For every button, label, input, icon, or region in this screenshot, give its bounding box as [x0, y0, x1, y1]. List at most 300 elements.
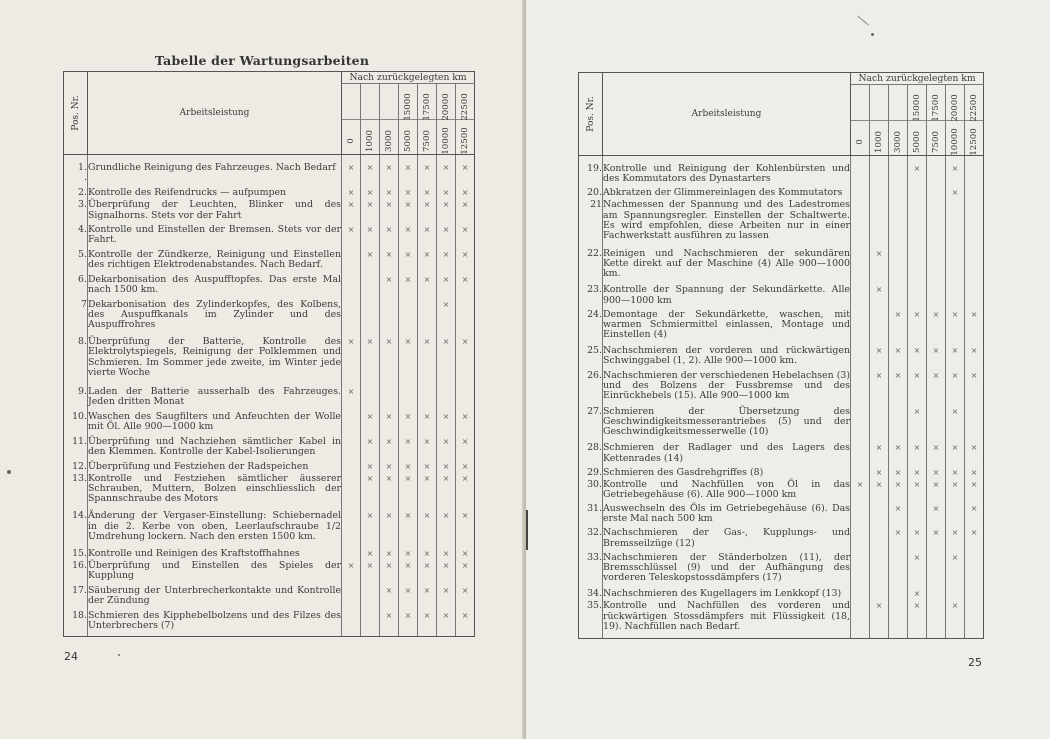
interval-mark: × [946, 188, 965, 200]
interval-mark: × [418, 412, 437, 437]
pos-number: 8. [64, 337, 88, 387]
interval-mark [946, 200, 965, 249]
pos-number: 21 [579, 200, 603, 249]
interval-mark [965, 589, 984, 601]
interval-mark [889, 249, 908, 285]
interval-mark: × [380, 611, 399, 636]
interval-mark: × [908, 164, 927, 188]
interval-mark [870, 504, 889, 528]
pos-number: 34. [579, 589, 603, 601]
interval-mark: × [927, 346, 946, 370]
interval-mark: × [870, 285, 889, 309]
interval-mark [965, 285, 984, 309]
table-row [579, 249, 984, 285]
interval-mark: × [908, 601, 927, 637]
interval-mark [946, 285, 965, 309]
interval-mark: × [889, 480, 908, 504]
interval-mark: × [380, 561, 399, 586]
interval-mark [927, 249, 946, 285]
interval-mark: × [418, 200, 437, 225]
pos-number: 13. [64, 474, 88, 511]
interval-mark: × [456, 462, 475, 474]
interval-mark: × [399, 474, 418, 511]
interval-mark: × [361, 225, 380, 250]
table-row [64, 561, 475, 586]
interval-mark [361, 586, 380, 611]
work-description: Nachschmieren der verschiedenen Hebelachsen (3) und des Bolzens der Fussbremse und des Einrückhebels (15). Alle 900—1000 km [603, 371, 851, 407]
interval-mark: × [456, 337, 475, 387]
work-description: Grundliche Reinigung des Fahrzeuges. Nach Bedarf [88, 163, 342, 188]
interval-mark: × [380, 188, 399, 200]
km-value-lower: 3000 [384, 130, 394, 152]
interval-mark: × [437, 586, 456, 611]
interval-mark: × [437, 412, 456, 437]
interval-mark: × [399, 511, 418, 548]
interval-mark: × [380, 511, 399, 548]
table-body [579, 156, 984, 639]
work-description: Kontrolle und Festziehen sämtlicher äusserer Schrauben, Muttern, Bolzen einschliesslich der Spannschraube des Motors [88, 474, 342, 511]
interval-mark: × [870, 468, 889, 480]
interval-mark: × [437, 163, 456, 188]
interval-mark: × [361, 437, 380, 462]
interval-mark: × [889, 468, 908, 480]
interval-mark [851, 346, 870, 370]
interval-mark: × [965, 371, 984, 407]
pos-number: 23. [579, 285, 603, 309]
interval-mark: × [361, 200, 380, 225]
interval-mark: × [456, 611, 475, 636]
table-title: Tabelle der Wartungsarbeiten [154, 53, 370, 68]
interval-mark [342, 511, 361, 548]
pos-number: 33. [579, 553, 603, 589]
km-value-upper: 22500 [460, 93, 471, 121]
interval-mark: × [418, 474, 437, 511]
interval-mark [946, 589, 965, 601]
interval-mark: × [456, 200, 475, 225]
interval-mark [851, 443, 870, 467]
work-header: Arbeitsleistung [603, 73, 851, 156]
interval-mark [870, 164, 889, 188]
table-row [64, 275, 475, 300]
km-value-lower: 7500 [931, 131, 941, 153]
interval-mark: × [437, 337, 456, 387]
work-description: Kontrolle der Spannung der Sekundärkette. Alle 900—1000 km [603, 285, 851, 309]
interval-mark: × [437, 275, 456, 300]
interval-mark: × [380, 437, 399, 462]
work-description: Überprüfung der Leuchten, Blinker und des Signalhorns. Stets vor der Fahrt [88, 200, 342, 225]
interval-mark [380, 387, 399, 412]
interval-mark [889, 200, 908, 249]
interval-mark: × [380, 275, 399, 300]
interval-mark: × [870, 346, 889, 370]
interval-mark [851, 601, 870, 637]
interval-mark: × [456, 437, 475, 462]
interval-mark: × [380, 250, 399, 275]
km-value-lower: 1000 [874, 131, 884, 153]
interval-mark: × [908, 589, 927, 601]
pen-mark [857, 16, 868, 26]
interval-mark [399, 300, 418, 337]
interval-mark: × [437, 437, 456, 462]
km-value-lower: 0 [855, 139, 865, 145]
interval-mark: × [456, 275, 475, 300]
interval-mark [851, 504, 870, 528]
interval-mark [927, 589, 946, 601]
interval-mark [851, 371, 870, 407]
interval-mark [851, 553, 870, 589]
pos-number: 1. . [64, 163, 88, 188]
interval-mark [418, 300, 437, 337]
km-column-header [946, 85, 965, 156]
interval-mark [889, 589, 908, 601]
interval-mark [870, 200, 889, 249]
work-description: Kontrolle der Zündkerze, Reinigung und Einstellen des richtigen Elektrodenabstandes. Nach Bedarf. [88, 250, 342, 275]
interval-mark [965, 200, 984, 249]
interval-mark: × [946, 553, 965, 589]
km-value-upper: 15000 [912, 94, 922, 122]
km-column-header [437, 84, 456, 155]
interval-mark: × [908, 346, 927, 370]
interval-mark: × [399, 200, 418, 225]
interval-mark [927, 188, 946, 200]
table-row [64, 300, 475, 337]
interval-mark: × [908, 528, 927, 552]
interval-mark: × [456, 549, 475, 561]
interval-mark [889, 285, 908, 309]
interval-mark: × [399, 586, 418, 611]
interval-mark: × [437, 188, 456, 200]
interval-mark: × [418, 163, 437, 188]
interval-mark [965, 188, 984, 200]
interval-mark [361, 387, 380, 412]
interval-mark: × [965, 468, 984, 480]
interval-mark: × [889, 346, 908, 370]
interval-mark: × [889, 504, 908, 528]
interval-mark: × [927, 528, 946, 552]
km-value-lower: 1000 [365, 130, 375, 152]
interval-mark: × [399, 437, 418, 462]
interval-mark: × [927, 480, 946, 504]
work-description: Kontrolle und Reinigen des Kraftstoffhahnes [88, 549, 342, 561]
speck [7, 470, 11, 474]
interval-mark: × [361, 474, 380, 511]
interval-mark [361, 611, 380, 636]
pos-number: 27. [579, 407, 603, 443]
km-value-lower: 7500 [422, 130, 432, 152]
interval-mark [851, 249, 870, 285]
work-description: Kontrolle und Reinigung der Kohlenbürsten und des Kommutators des Dynastarters [603, 164, 851, 188]
interval-mark: × [361, 337, 380, 387]
interval-mark: × [946, 371, 965, 407]
interval-mark [927, 164, 946, 188]
pos-nr-header: Pos. Nr. [579, 73, 603, 156]
interval-mark: × [380, 462, 399, 474]
interval-mark: × [361, 462, 380, 474]
interval-mark [342, 586, 361, 611]
work-description: Überprüfung und Festziehen der Radspeichen [88, 462, 342, 474]
pos-number: 19. [579, 164, 603, 188]
work-description: Kontrolle und Einstellen der Bremsen. Stets vor der Fahrt. [88, 225, 342, 250]
interval-mark: × [946, 164, 965, 188]
table-row [579, 480, 984, 504]
interval-mark: × [437, 462, 456, 474]
interval-mark [851, 164, 870, 188]
page-number: 25 [968, 656, 982, 669]
work-description: Säuberung der Unterbrecherkontakte und Kontrolle der Zündung [88, 586, 342, 611]
interval-mark: × [965, 480, 984, 504]
interval-mark [908, 200, 927, 249]
km-column-header [456, 84, 475, 155]
pos-number: 24. [579, 310, 603, 346]
interval-mark [965, 553, 984, 589]
interval-mark: × [418, 511, 437, 548]
interval-mark: × [946, 480, 965, 504]
pos-number: 4. [64, 225, 88, 250]
work-description: Schmieren des Gasdrehgriffes (8) [603, 468, 851, 480]
km-column-header [361, 84, 380, 155]
work-description: Änderung der Vergaser-Einstellung: Schiebernadel in die 2. Kerbe von oben, Leerlaufschraube 1/2 Umdrehung lockern. Nach den ersten 1500 km. [88, 511, 342, 548]
interval-mark: × [399, 561, 418, 586]
table-row [64, 387, 475, 412]
interval-mark: × [456, 586, 475, 611]
work-description: Nachschmieren des Kugellagers im Lenkkopf (13) [603, 589, 851, 601]
interval-mark: × [342, 225, 361, 250]
pos-number: 11. [64, 437, 88, 462]
interval-mark [889, 601, 908, 637]
interval-mark [889, 188, 908, 200]
work-description: Überprüfung und Nachziehen sämtlicher Kabel in den Klemmen. Kontrolle der Kabel-Isolierungen [88, 437, 342, 462]
interval-mark: × [456, 474, 475, 511]
interval-mark [361, 300, 380, 337]
interval-mark: × [889, 310, 908, 346]
km-value-upper: 15000 [403, 93, 413, 121]
interval-mark: × [380, 474, 399, 511]
interval-mark: × [418, 275, 437, 300]
interval-mark: × [399, 163, 418, 188]
interval-mark [418, 387, 437, 412]
left-page [0, 0, 524, 739]
interval-mark: × [946, 468, 965, 480]
km-column-header [342, 84, 361, 155]
interval-mark: × [870, 249, 889, 285]
pos-number: 15. [64, 549, 88, 561]
work-description: Nachschmieren der vorderen und rückwärtigen Schwinggabel (1, 2). Alle 900—1000 km. [603, 346, 851, 370]
interval-mark: × [946, 310, 965, 346]
interval-mark: × [908, 480, 927, 504]
interval-mark: × [456, 225, 475, 250]
pos-number: 17. [64, 586, 88, 611]
work-description: Schmieren der Radlager und des Lagers des Kettenrades (14) [603, 443, 851, 467]
table-row [579, 504, 984, 528]
interval-mark: × [908, 468, 927, 480]
interval-mark [342, 437, 361, 462]
work-description: Kontrolle des Reifendrucks — aufpumpen [88, 188, 342, 200]
interval-mark [851, 468, 870, 480]
interval-mark [342, 462, 361, 474]
interval-mark [870, 589, 889, 601]
interval-mark [851, 200, 870, 249]
table-row [579, 407, 984, 443]
km-value-upper: 20000 [950, 94, 960, 122]
km-value-lower: 0 [346, 138, 356, 144]
interval-mark [927, 553, 946, 589]
pos-number: 9. [64, 387, 88, 412]
interval-mark [908, 285, 927, 309]
table-row [579, 601, 984, 637]
interval-mark [946, 249, 965, 285]
interval-mark: × [889, 371, 908, 407]
pos-number: 20. [579, 188, 603, 200]
interval-mark [342, 300, 361, 337]
km-value-lower: 10000 [950, 128, 960, 156]
table-row [64, 611, 475, 636]
interval-mark [851, 589, 870, 601]
km-column-header [851, 85, 870, 156]
interval-mark: × [361, 163, 380, 188]
interval-mark: × [456, 511, 475, 548]
km-value-upper: 22500 [969, 94, 980, 122]
interval-mark: × [456, 188, 475, 200]
pos-number: 3. [64, 200, 88, 225]
pos-number: 29. [579, 468, 603, 480]
pos-nr-header: Pos. Nr. [64, 72, 88, 155]
interval-mark [342, 474, 361, 511]
pos-number: 5. [64, 250, 88, 275]
interval-mark: × [380, 225, 399, 250]
interval-mark: × [456, 250, 475, 275]
work-description: Reinigen und Nachschmieren der sekundären Kette direkt auf der Maschine (4) Alle 900—1000 km. [603, 249, 851, 285]
interval-mark: × [380, 337, 399, 387]
interval-mark [456, 300, 475, 337]
table-row [64, 474, 475, 511]
distance-header: Nach zurückgelegten km [851, 73, 984, 85]
interval-mark: × [965, 528, 984, 552]
interval-mark: × [965, 310, 984, 346]
table-row [579, 310, 984, 346]
pos-number: 6. [64, 275, 88, 300]
work-description: Kontrolle und Nachfüllen von Öl in das Getriebegehäuse (6). Alle 900—1000 km [603, 480, 851, 504]
km-value-lower: 10000 [441, 127, 451, 155]
pos-number: 35. [579, 601, 603, 637]
interval-mark [889, 553, 908, 589]
interval-mark [342, 275, 361, 300]
interval-mark: × [418, 188, 437, 200]
interval-mark [380, 300, 399, 337]
table-row [64, 437, 475, 462]
interval-mark [965, 164, 984, 188]
interval-mark: × [418, 561, 437, 586]
interval-mark: × [342, 337, 361, 387]
interval-mark: × [399, 225, 418, 250]
km-value-lower: 12500 [969, 128, 980, 156]
interval-mark: × [437, 611, 456, 636]
pos-number: 10. [64, 412, 88, 437]
interval-mark: × [889, 443, 908, 467]
interval-mark [870, 188, 889, 200]
interval-mark: × [946, 407, 965, 443]
km-value-lower: 3000 [893, 131, 903, 153]
table-row [579, 200, 984, 249]
interval-mark [361, 275, 380, 300]
interval-mark: × [437, 549, 456, 561]
work-description: Nachschmieren der Gas-, Kupplungs- und Bremsseilzüge (12) [603, 528, 851, 552]
pos-number: 12. [64, 462, 88, 474]
km-column-header [908, 85, 927, 156]
interval-mark: × [437, 474, 456, 511]
km-value-upper: 20000 [441, 93, 451, 121]
maintenance-table-right [578, 72, 984, 639]
interval-mark: × [927, 371, 946, 407]
table-row [64, 412, 475, 437]
interval-mark: × [908, 443, 927, 467]
table-row [579, 371, 984, 407]
interval-mark [342, 611, 361, 636]
interval-mark [889, 407, 908, 443]
km-column-header [965, 85, 984, 156]
interval-mark: × [399, 337, 418, 387]
pos-number: 32. [579, 528, 603, 552]
interval-mark [927, 285, 946, 309]
km-value-lower: 5000 [403, 130, 413, 152]
interval-mark: × [361, 549, 380, 561]
distance-header: Nach zurückgelegten km [342, 72, 475, 84]
interval-mark: × [437, 511, 456, 548]
interval-mark: × [965, 504, 984, 528]
interval-mark [437, 387, 456, 412]
work-description: Dekarbonisation des Zylinderkopfes, des Kolbens, des Auspuffkanals im Zylinder und des Auspuffrohres [88, 300, 342, 337]
interval-mark: × [908, 553, 927, 589]
interval-mark [965, 407, 984, 443]
interval-mark: × [399, 412, 418, 437]
work-description: Waschen des Saugfilters und Anfeuchten der Wolle mit Öl. Alle 900—1000 km [88, 412, 342, 437]
interval-mark [927, 200, 946, 249]
interval-mark [399, 387, 418, 412]
interval-mark: × [851, 480, 870, 504]
interval-mark [851, 188, 870, 200]
interval-mark: × [437, 250, 456, 275]
interval-mark: × [927, 504, 946, 528]
work-description: Schmieren des Kipphebelbolzens und des Filzes des Unterbrechers (7) [88, 611, 342, 636]
interval-mark: × [342, 163, 361, 188]
interval-mark: × [946, 346, 965, 370]
table-body [64, 155, 475, 637]
interval-mark: × [361, 511, 380, 548]
km-column-header [399, 84, 418, 155]
interval-mark: × [418, 462, 437, 474]
interval-mark: × [361, 561, 380, 586]
interval-mark: × [946, 528, 965, 552]
pos-number: 30. [579, 480, 603, 504]
interval-mark: × [870, 480, 889, 504]
work-description: Schmieren der Übersetzung des Geschwindigkeitsmesserantriebes (5) und der Geschwindigkeitsmesserwelle (10) [603, 407, 851, 443]
interval-mark: × [908, 310, 927, 346]
interval-mark: × [380, 412, 399, 437]
interval-mark: × [380, 586, 399, 611]
pos-number: 18. [64, 611, 88, 636]
interval-mark: × [380, 163, 399, 188]
interval-mark: × [418, 225, 437, 250]
interval-mark: × [870, 371, 889, 407]
interval-mark: × [946, 601, 965, 637]
interval-mark: × [870, 443, 889, 467]
interval-mark [927, 407, 946, 443]
interval-mark: × [342, 387, 361, 412]
work-description: Abkratzen der Glimmereinlagen des Kommutators [603, 188, 851, 200]
right-page [526, 0, 1050, 739]
pos-number: 26. [579, 371, 603, 407]
interval-mark: × [418, 549, 437, 561]
interval-mark: × [927, 443, 946, 467]
